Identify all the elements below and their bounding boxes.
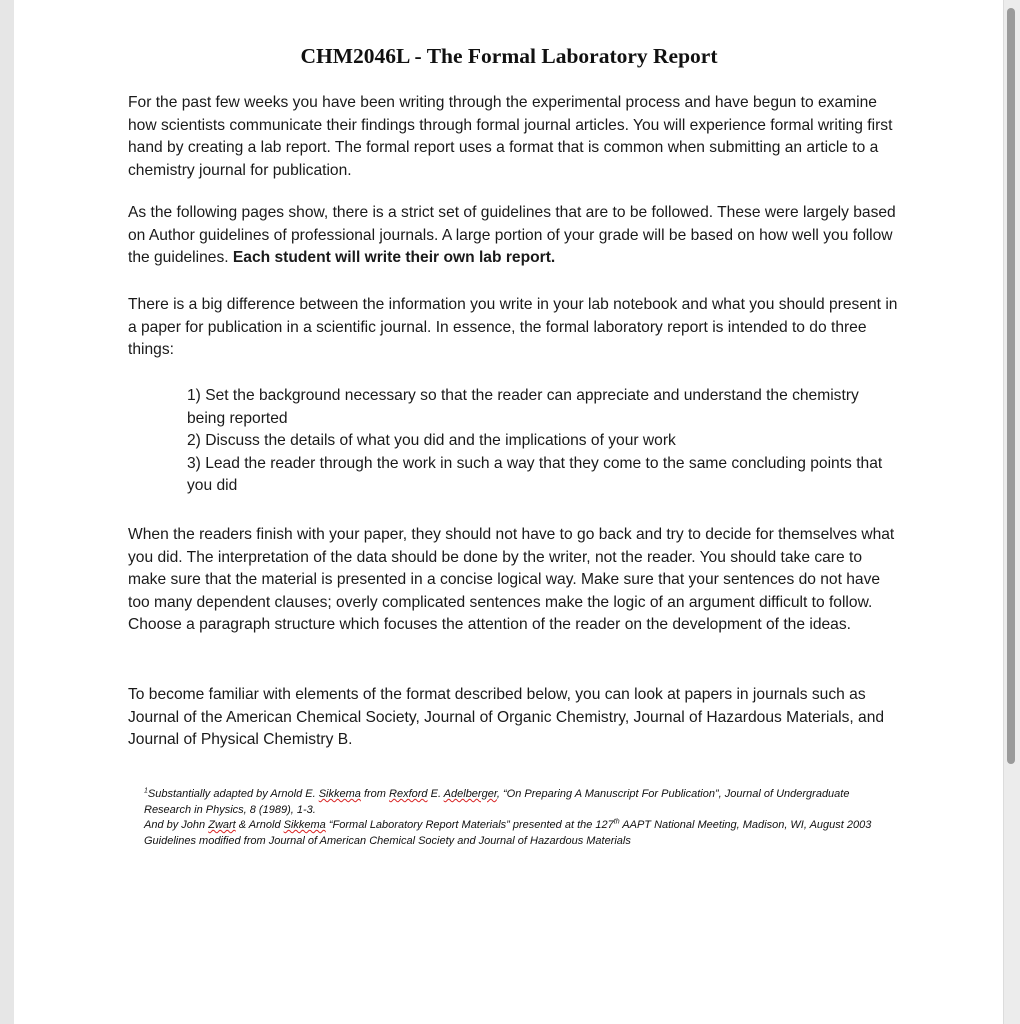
footnote-line: Guidelines modified from Journal of American Chemical Society and Journal of Hazardous Materials bbox=[144, 834, 631, 847]
guidelines-paragraph bbox=[128, 202, 898, 270]
scrollbar-thumb[interactable] bbox=[1007, 8, 1015, 764]
left-gutter bbox=[0, 0, 14, 1024]
footnote bbox=[144, 787, 964, 849]
list-item: 2) Discuss the details of what you did and the implications of your work bbox=[187, 432, 676, 449]
spellcheck-word[interactable]: Adelberger bbox=[443, 788, 497, 800]
list-item: 1) Set the background necessary so that the reader can appreciate and understand the chemistry being reported bbox=[187, 387, 859, 427]
spellcheck-word[interactable]: Zwart bbox=[208, 819, 236, 831]
spellcheck-word[interactable]: Rexford bbox=[389, 788, 428, 800]
guidelines-bold-note: Each student will write their own lab report. bbox=[232, 249, 556, 266]
footnote-line: And by John Zwart & Arnold Sikkema “Formal Laboratory Report Materials” presented at the 127th AAPT National Meeting, Madison, WI, August 2003 bbox=[144, 818, 872, 831]
journals-paragraph: To become familiar with elements of the format described below, you can look at papers in journals such as Journal of the American Chemical Society, Journal of Organic Chemistry, Journal of Hazardous Materials, and Journal of Physical Chemistry B. bbox=[128, 686, 885, 748]
page-title: CHM2046L - The Formal Laboratory Report bbox=[300, 44, 718, 68]
readers-paragraph: When the readers finish with your paper, they should not have to go back and try to decide for themselves what you did. The interpretation of the data should be done by the writer, not the reader. You should take care to make sure that the material is presented in a concise logical way. Make sure that your sentences do not have too many dependent clauses; overly complicated sentences make the logic of an argument difficult to follow. Choose a paragraph structure which focuses the attention of the reader on the development of the ideas. bbox=[128, 526, 895, 633]
purpose-list bbox=[187, 385, 887, 498]
footnote-line: $^1$Substantially adapted by Arnold E. Sikkema from Rexford E. Adelberger, “On Preparing A Manuscript For Publication”, Journal of Undergraduate bbox=[144, 787, 850, 800]
intro-paragraph: For the past few weeks you have been writing through the experimental process and have begun to examine how scientists communicate their findings through formal journal articles. You will experience formal writing first hand by creating a lab report. The formal report uses a format that is common when submitting an article to a chemistry journal for publication. bbox=[128, 94, 893, 179]
vertical-scrollbar[interactable] bbox=[1003, 0, 1020, 1024]
list-item: 3) Lead the reader through the work in such a way that they come to the same concluding points that you did bbox=[187, 454, 883, 494]
document-page bbox=[14, 0, 1004, 1024]
spellcheck-word[interactable]: Sikkema bbox=[283, 819, 326, 831]
purpose-paragraph: There is a big difference between the information you write in your lab notebook and what you should present in a paper for publication in a scientific journal. In essence, the formal laboratory report is intended to do three things: bbox=[128, 296, 898, 358]
guidelines-text: As the following pages show, there is a strict set of guidelines that are to be followed. These were largely based on Author guidelines of professional journals. A large portion of your grade will be based on how well you follow the guidelines. bbox=[128, 204, 896, 266]
footnote-line: Research in Physics, 8 (1989), 1-3. bbox=[144, 803, 316, 816]
spellcheck-word[interactable]: Sikkema bbox=[318, 788, 361, 800]
